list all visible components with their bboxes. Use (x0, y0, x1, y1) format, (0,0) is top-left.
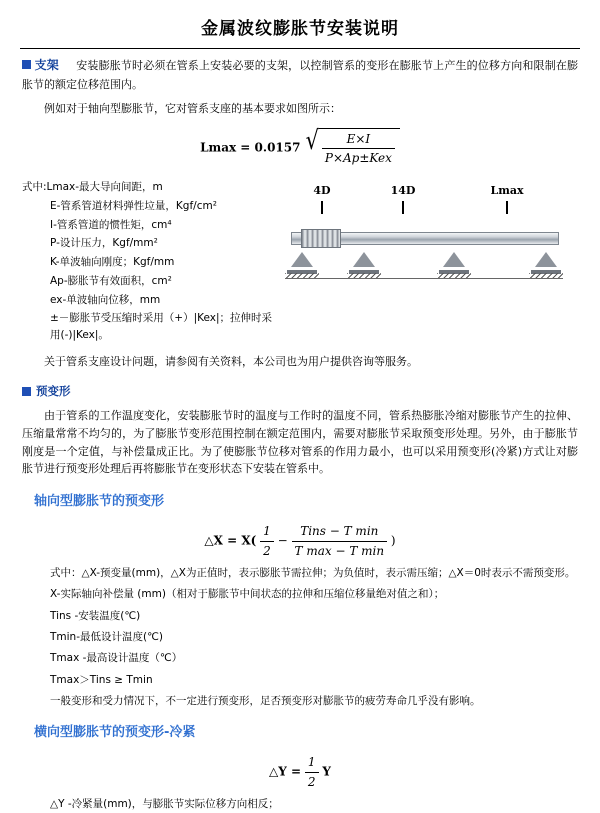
dimension-labels (279, 182, 569, 204)
fraction-denominator: 2 (260, 541, 274, 561)
lmax-formula-lead: Lmax = 0.0157 (200, 140, 301, 155)
support-paragraph-1: 安装膨胀节时必须在管系上安装必要的支架，以控制管系的变形在膨胀节上产生的位移方向和限制在膨胀节的额定位移范围内。 (22, 59, 578, 91)
page-title: 金属波纹膨胀节安装说明 (201, 19, 399, 39)
bellows-expansion-joint (301, 229, 341, 248)
support-heading: 支架 (34, 58, 59, 73)
axial-predeform-subheading: 轴向型膨胀节的预变形 (34, 493, 165, 509)
axial-note: Tins -安装温度(℃) (50, 609, 141, 622)
dimension-label: 14D (390, 183, 416, 197)
support-paragraph-3: 关于管系支座设计问题，请参阅有关资料，本公司也为用户提供咨询等服务。 (44, 355, 418, 369)
formula-lhs: △X = X( (204, 533, 257, 548)
pipe-support (349, 252, 379, 274)
axial-predeform-formula (22, 522, 578, 560)
document-page (0, 16, 600, 811)
lmax-denominator: P×Ap±Kex (322, 148, 395, 168)
predeform-heading: 预变形 (36, 383, 71, 398)
definition-item: K-单波轴向刚度；Kgf/mm (50, 256, 175, 269)
sqrt-group (304, 125, 400, 168)
definition-item: P-设计压力，Kgf/mm² (50, 237, 158, 250)
document-content (0, 56, 600, 812)
pipe-support (439, 252, 469, 274)
lateral-note: △Y -冷紧量(mm)，与膨胀节实际位移方向相反； (50, 798, 279, 811)
definition-item: I-管系管道的惯性矩，cm⁴ (50, 218, 172, 231)
definitions-and-drawing (22, 174, 578, 346)
predeform-paragraph-1: 由于管系的工作温度变化，安装膨胀节时的温度与工作时的温度不同，管系热膨胀冷缩对膨胀节产生的拉伸、压缩量常常不均匀的，为了膨胀节变形范围控制在额定范围内，需要对膨胀节采取预变形处理。另外，由于膨胀节刚度是一个定值，与补偿量成正比。为了使膨胀节位移对管系的作用力最小，也可以采用预变形(冷紧)方式让对膨胀节进行预变形处理后再将膨胀节在变形状态下安装在管系中。 (22, 409, 578, 476)
definition-item: E-管系管道材料弹性垃量，Kgf/cm² (50, 199, 217, 212)
ground-line (285, 278, 563, 279)
axial-note: Tmax＞Tins ≥ Tmin (50, 673, 153, 686)
pipe-illustration (279, 206, 569, 286)
dimension-label: 4D (313, 183, 331, 197)
dimension-label: Lmax (490, 183, 524, 197)
fraction-denominator: T max − T min (292, 541, 388, 561)
definition-item: 式中:Lmax-最大导向间距，m (22, 180, 163, 193)
predeform-section-heading (22, 383, 578, 401)
fraction-numerator: 1 (307, 755, 316, 770)
formula-rhs: Y (322, 764, 331, 779)
blue-square-bullet-icon (22, 387, 31, 396)
formula-rhs: ) (390, 533, 396, 548)
formula-lhs: △Y = (269, 764, 302, 779)
axial-note: 式中：△X-预变量(mm)，△X为正值时，表示膨胀节需拉伸；为负值时，表示需压缩；△X＝0时表示不需预变形。 (50, 567, 576, 580)
lateral-predeform-formula (22, 753, 578, 791)
definition-item: ±－膨胀节受压缩时采用（+）|Kex|；拉伸时采用(-)|Kex|。 (50, 312, 273, 342)
axial-note: X-实际轴向补偿量 (mm)（相对于膨胀节中间状态的拉伸和压缩位移量绝对值之和）； (50, 588, 445, 601)
fraction-denominator: 2 (305, 772, 319, 792)
definition-item: Ap-膨胀节有效面积，cm² (50, 274, 172, 287)
fraction-numerator: 1 (263, 524, 271, 538)
definition-item: ex-单波轴向位移，mm (50, 293, 161, 306)
pipe-support (531, 252, 561, 274)
blue-square-bullet-icon (22, 60, 31, 69)
lmax-formula (22, 125, 578, 168)
radical-icon: √ (305, 125, 320, 156)
formula-minus-sign: − (277, 533, 288, 548)
one-half-fraction (305, 753, 319, 791)
title-divider (20, 48, 580, 49)
support-section-intro (22, 56, 578, 93)
axial-note: Tmax -最高设计温度（℃） (50, 652, 183, 665)
lateral-predeform-subheading: 横向型膨胀节的预变形-冷紧 (34, 725, 196, 741)
temperature-fraction (292, 522, 388, 560)
pipe-support (287, 252, 317, 274)
lmax-numerator: E×I (346, 131, 371, 146)
fraction-numerator: Tins − T min (300, 524, 379, 538)
one-half-fraction (260, 522, 274, 560)
definitions-list (22, 174, 277, 346)
axial-note: Tmin-最低设计温度(℃) (50, 630, 163, 643)
pipe-support-diagram (283, 174, 578, 290)
axial-note: 一般变形和受力情况下，不一定进行预变形，足否预变形对膨胀节的疲劳寿命几乎没有影响。 (50, 694, 481, 707)
support-paragraph-2: 例如对于轴向型膨胀节，它对管系支座的基本要求如图所示： (44, 102, 341, 116)
